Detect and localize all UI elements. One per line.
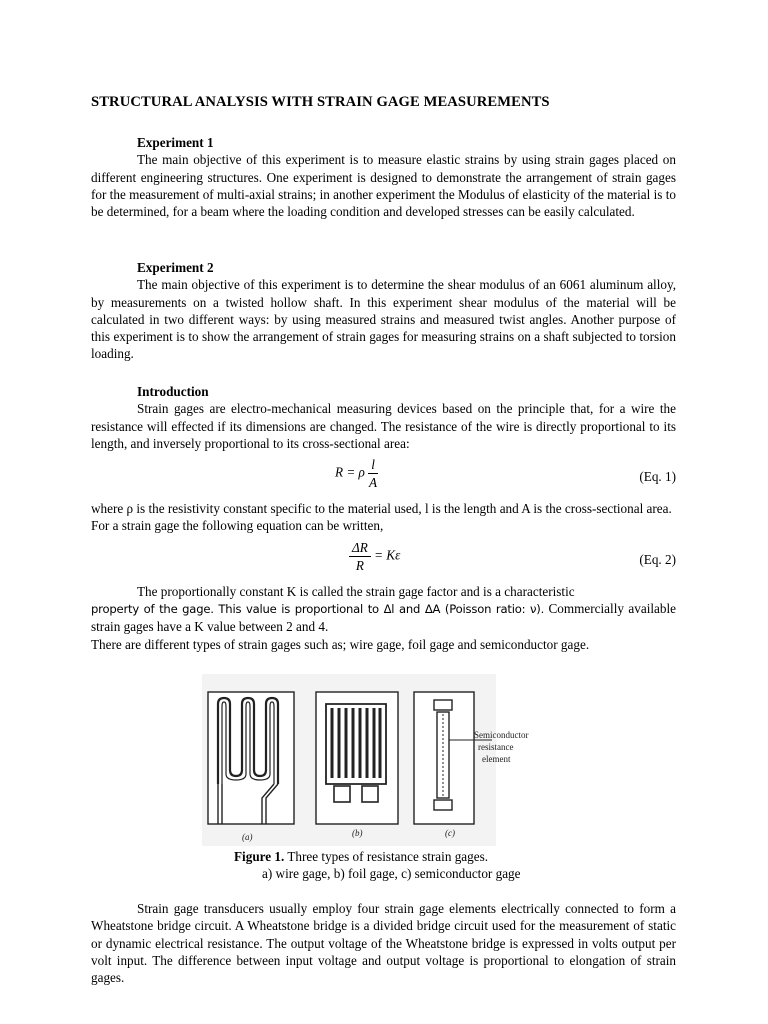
- introduction-paragraph-2: where ρ is the resistivity constant specific to the material used, l is the length and A is the cross-sectional area.: [91, 501, 672, 517]
- introduction-paragraph-3: For a strain gage the following equation can be written,: [91, 518, 384, 534]
- equation-1-numerator: l: [368, 456, 378, 474]
- figure-1-caption-label: Figure 1.: [234, 849, 285, 864]
- wire-gage-drawing: [208, 692, 294, 824]
- equation-1: [91, 452, 676, 500]
- foil-gage-drawing: [316, 692, 398, 824]
- equation-2-fraction: [349, 539, 371, 574]
- equation-1-fraction: [368, 456, 378, 491]
- introduction-heading: Introduction: [137, 384, 209, 399]
- label-c: (c): [445, 828, 455, 838]
- figure-1-caption-line-2: a) wire gage, b) foil gage, c) semiconductor gage: [262, 866, 521, 881]
- equation-2-denominator: R: [355, 557, 364, 573]
- final-paragraph: Strain gage transducers usually employ four strain gage elements electrically connected to form a Wheatstone bridge circuit. A Wheatstone bridge is a divided bridge circuit used for the measurement of static or dynamic electrical resistance. The output voltage of the Wheatstone bridge is expressed in volts output per volt input. The difference between input voltage and output voltage is proportional to elongation of strain gages.: [91, 901, 676, 986]
- experiment-1-heading: Experiment 1: [137, 135, 214, 150]
- label-a: (a): [242, 832, 253, 842]
- introduction-paragraph-5: There are different types of strain gages such as; wire gage, foil gage and semiconductor gage.: [91, 636, 590, 652]
- equation-2-label: (Eq. 2): [639, 551, 676, 567]
- introduction-paragraph-1: Strain gages are electro-mechanical measuring devices based on the principle that, for a wire the resistance will effected if its dimensions are changed. The resistance of the wire is directly proportional to its length, and inversely proportional to its cross-sectional area:: [91, 401, 676, 451]
- equation-2: [91, 535, 676, 583]
- experiment-1-section: [91, 134, 676, 220]
- document-title: STRUCTURAL ANALYSIS WITH STRAIN GAGE MEASUREMENTS: [91, 94, 550, 110]
- equation-1-denominator: A: [368, 475, 378, 491]
- experiment-2-section: [91, 259, 676, 363]
- introduction-section: [91, 383, 676, 653]
- strain-gage-diagram: [202, 674, 529, 846]
- equation-1-lhs: R = ρ: [335, 464, 365, 480]
- experiment-2-heading: Experiment 2: [137, 260, 214, 275]
- annotation-line-1: Semiconductor: [474, 730, 529, 740]
- annotation-line-3: element: [482, 754, 511, 764]
- introduction-paragraph-4: [91, 600, 676, 636]
- final-section: [91, 900, 676, 986]
- introduction-paragraph-4c: Commercially available strain gages have a K value between 2 and 4.: [91, 601, 676, 635]
- annotation-line-2: resistance: [478, 742, 514, 752]
- figure-1-caption: [234, 848, 634, 865]
- equation-1-label: (Eq. 1): [639, 469, 676, 485]
- figure-1-caption-text: Three types of resistance strain gages.: [287, 849, 489, 864]
- foil-tab-right: [362, 786, 378, 802]
- equation-2-numerator: ΔR: [349, 539, 371, 557]
- introduction-paragraph-4a: The proportionally constant K is called the strain gage factor and is a characteristic: [137, 583, 575, 599]
- experiment-2-text: The main objective of this experiment is to determine the shear modulus of an 6061 aluminum alloy, by measurements on a twisted hollow shaft. In this experiment shear modulus of the material will be calculated in two different ways: by using measured strains and measured twist angles. Another purpose of this experiment is to show the arrangement of strain gages for measuring strains on a shaft subjected to torsion loading.: [91, 277, 676, 362]
- figure-1-image: [202, 674, 529, 846]
- foil-tab-left: [334, 786, 350, 802]
- introduction-paragraph-4b: property of the gage. This value is proportional to Δl and ΔA (Poisson ratio: ν).: [91, 602, 545, 617]
- experiment-1-text: The main objective of this experiment is to measure elastic strains by using strain gages placed on different engineering structures. One experiment is designed to demonstrate the arrangement of strain gages for the measurement of multi-axial strains; in another experiment the Modulus of elasticity of the material is to be determined, for a beam where the loading condition and developed stresses can be easily calculated.: [91, 152, 676, 220]
- label-b: (b): [352, 828, 363, 838]
- equation-2-rhs: = Kε: [374, 547, 401, 563]
